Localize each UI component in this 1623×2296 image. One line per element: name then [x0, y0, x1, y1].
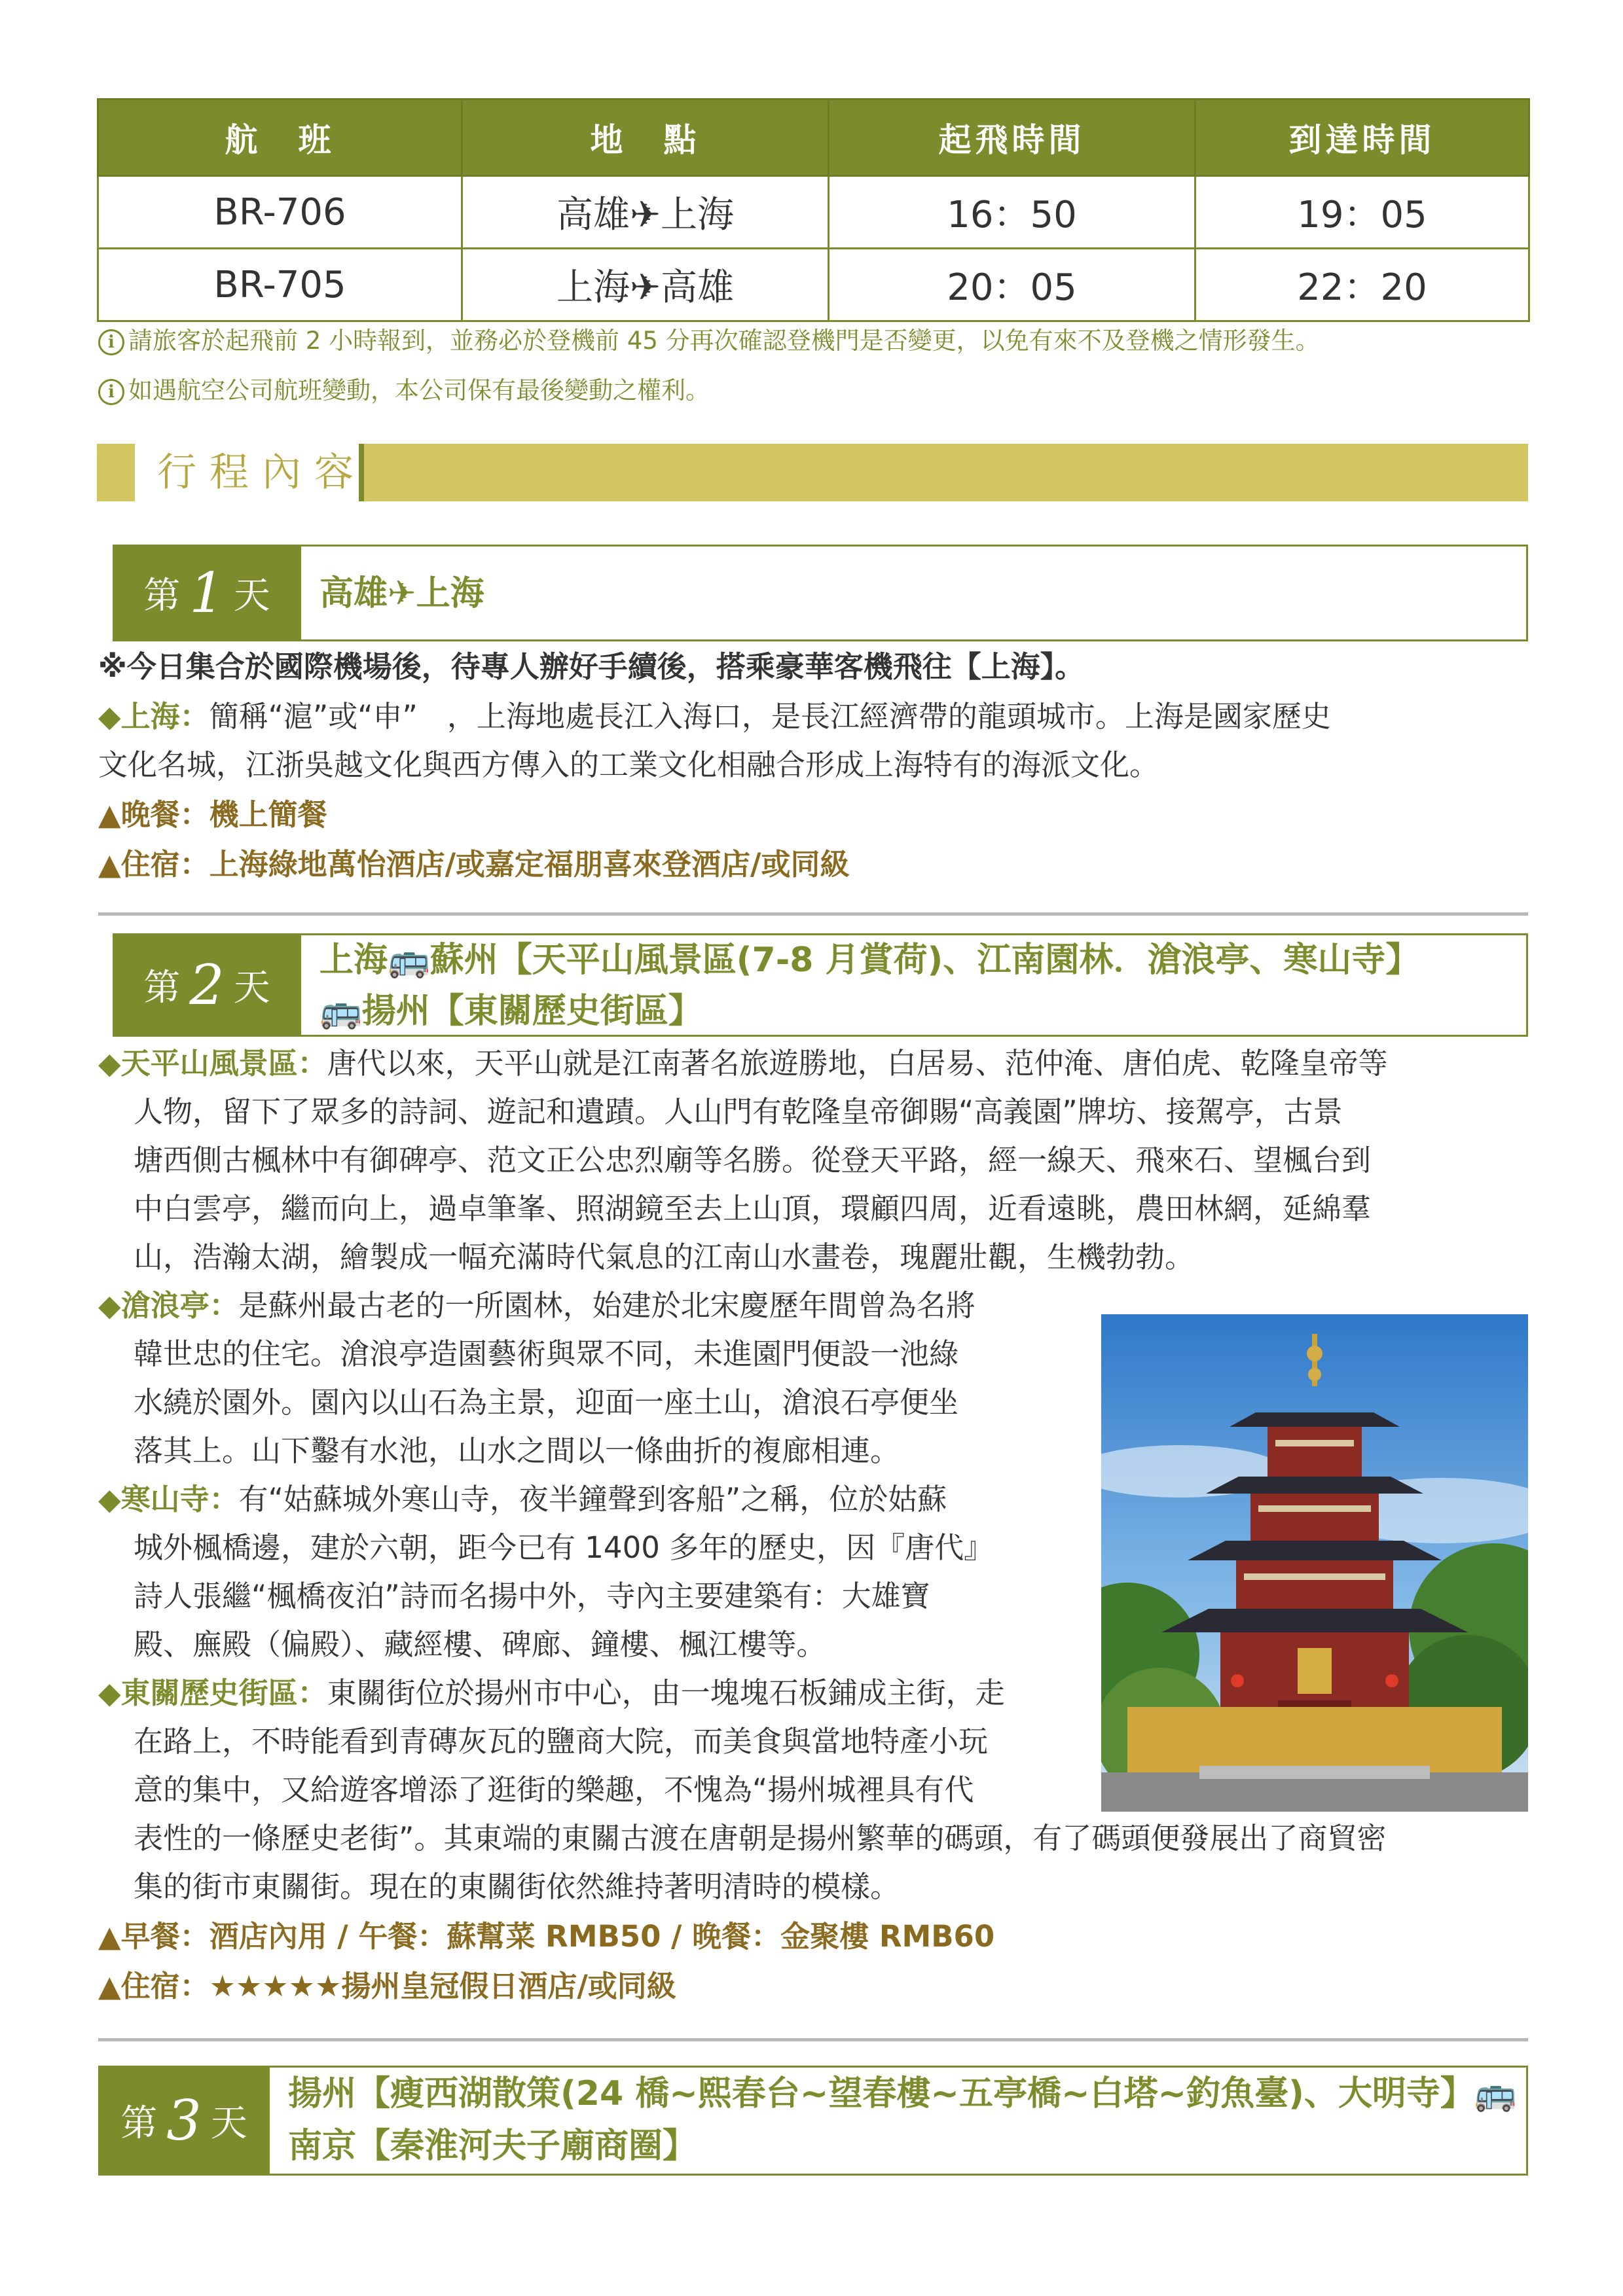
day2-tianping: ◆天平山風景區：唐代以來，天平山就是江南著名旅遊勝地，白居易、范仲淹、唐伯虎、乾隆皇帝等	[98, 1046, 1388, 1081]
flight-route: 高雄✈上海	[462, 176, 829, 249]
day2-title-line1: 上海🚌蘇州【天平山風景區(7-8 月賞荷)、江南園林．滄浪亭、寒山寺】	[319, 941, 1420, 980]
day1-hotel: ▲住宿：上海綠地萬怡酒店/或嘉定福朋喜來登酒店/或同級	[98, 847, 850, 882]
header-route: 地 點	[462, 99, 829, 176]
flight-table-header	[98, 99, 1529, 176]
day2-tianping-cont: 人物，留下了眾多的詩詞、遊記和遺蹟。人山門有乾隆皇帝御賜“高義園”牌坊、接駕亭，古景	[134, 1094, 1343, 1129]
day2-tianping-cont: 山，浩瀚太湖，繪製成一幅充滿時代氣息的江南山水畫卷，瑰麗壯觀，生機勃勃。	[134, 1240, 1195, 1274]
day2-canglang-cont: 韓世忠的住宅。滄浪亭造園藝術與眾不同，未進園門便設一池綠	[134, 1336, 959, 1371]
day3-title-line2: 南京【秦淮河夫子廟商圈】	[288, 2126, 697, 2166]
day2-dongguan-cont: 集的街市東關街。現在的東關街依然維持著明清時的模樣。	[134, 1869, 900, 1904]
day1-shanghai: ◆上海：簡稱“滬”或“申” ，上海地處長江入海口，是長江經濟帶的龍頭城市。上海是國家歷史	[98, 699, 1331, 734]
day2-hanshan-cont: 殿、廡殿（偏殿）、藏經樓、碑廊、鐘樓、楓江樓等。	[134, 1627, 826, 1662]
divider	[98, 2038, 1528, 2041]
depart-time: 20：05	[829, 249, 1195, 321]
day2-canglang-cont: 水繞於園外。園內以山石為主景，迎面一座土山，滄浪石亭便坐	[134, 1385, 959, 1420]
flight-table	[97, 98, 1530, 322]
day2-canglang-cont: 落其上。山下鑿有水池，山水之間以一條曲折的複廊相連。	[134, 1433, 900, 1468]
day1-badge: 第 1 天	[113, 545, 301, 641]
day2-dongguan-cont: 在路上，不時能看到青磚灰瓦的鹽商大院，而美食與當地特產小玩	[134, 1724, 989, 1759]
day2-dongguan-cont: 表性的一條歷史老街”。其東端的東關古渡在唐朝是揚州繁華的碼頭，有了碼頭便發展出了商貿密	[134, 1821, 1387, 1856]
day2-tianping-cont: 中白雲亭，繼而向上，過卓筆峯、照湖鏡至去上山頂，環顧四周，近看遠眺，農田林網，延綿羣	[134, 1191, 1372, 1226]
day2-hanshan-cont: 城外楓橋邊，建於六朝，距今已有 1400 多年的歷史，因『唐代』	[134, 1530, 994, 1565]
day2-canglang: ◆滄浪亭：是蘇州最古老的一所園林，始建於北宋慶歷年間曾為名將	[98, 1288, 976, 1323]
day2-meal: ▲早餐：酒店內用 / 午餐：蘇幫菜 RMB50 / 晚餐：金聚樓 RMB60	[98, 1919, 995, 1954]
day2-badge: 第 2 天	[113, 933, 301, 1037]
divider	[98, 912, 1528, 916]
depart-time: 16：50	[829, 176, 1195, 249]
section-stub	[97, 458, 131, 501]
day3-badge: 第 3 天	[98, 2066, 270, 2176]
day2-hanshan: ◆寒山寺：有“姑蘇城外寒山寺，夜半鐘聲到客船”之稱，位於姑蘇	[98, 1482, 947, 1516]
day1-meal: ▲晚餐：機上簡餐	[98, 797, 327, 832]
flight-note-2: i 如遇航空公司航班變動，本公司保有最後變動之權利。	[98, 370, 710, 406]
day3-title-line1: 揚州【瘦西湖散策(24 橋~熙春台~望春樓~五亭橋~白塔~釣魚臺)、大明寺】🚌	[288, 2074, 1517, 2113]
flight-route: 上海✈高雄	[462, 249, 829, 321]
day2-tianping-cont: 塘西側古楓林中有御碑亭、范文正公忠烈廟等名勝。從登天平路，經一線天、飛來石、望楓台到	[134, 1143, 1372, 1177]
table-row	[98, 176, 1529, 249]
header-arrive: 到達時間	[1195, 99, 1529, 176]
section-title: 行程內容	[157, 450, 367, 495]
day1-intro: ※今日集合於國際機場後，待專人辦好手續後，搭乘豪華客機飛往【上海】。	[98, 649, 1085, 684]
info-icon: i	[98, 329, 124, 355]
flight-number: BR-705	[98, 249, 462, 321]
day2-hotel: ▲住宿：★★★★★揚州皇冠假日酒店/或同級	[98, 1969, 676, 2003]
info-icon: i	[98, 379, 124, 405]
flight-note-1: i 請旅客於起飛前 2 小時報到，並務必於登機前 45 分再次確認登機門是否變更，以免有來不及登機之情形發生。	[98, 321, 1320, 356]
day2-hanshan-cont: 詩人張繼“楓橋夜泊”詩而名揚中外，寺內主要建築有：大雄寶	[134, 1579, 930, 1613]
header-flight: 航 班	[98, 99, 462, 176]
flight-number: BR-706	[98, 176, 462, 249]
day2-dongguan-cont: 意的集中，又給遊客增添了逛街的樂趣，不愧為“揚州城裡具有代	[134, 1772, 974, 1807]
day2-title-line2: 🚌揚州【東關歷史街區】	[319, 992, 702, 1031]
arrive-time: 19：05	[1195, 176, 1529, 249]
day1-title: 高雄✈上海	[319, 574, 484, 613]
table-row	[98, 249, 1529, 321]
day1-shanghai-cont: 文化名城，江浙吳越文化與西方傳入的工業文化相融合形成上海特有的海派文化。	[98, 747, 1159, 782]
arrive-time: 22：20	[1195, 249, 1529, 321]
hanshan-temple-photo	[1101, 1314, 1528, 1812]
header-depart: 起飛時間	[829, 99, 1195, 176]
day2-dongguan: ◆東關歷史街區：東關街位於揚州市中心，由一塊塊石板鋪成主街，走	[98, 1676, 1005, 1710]
